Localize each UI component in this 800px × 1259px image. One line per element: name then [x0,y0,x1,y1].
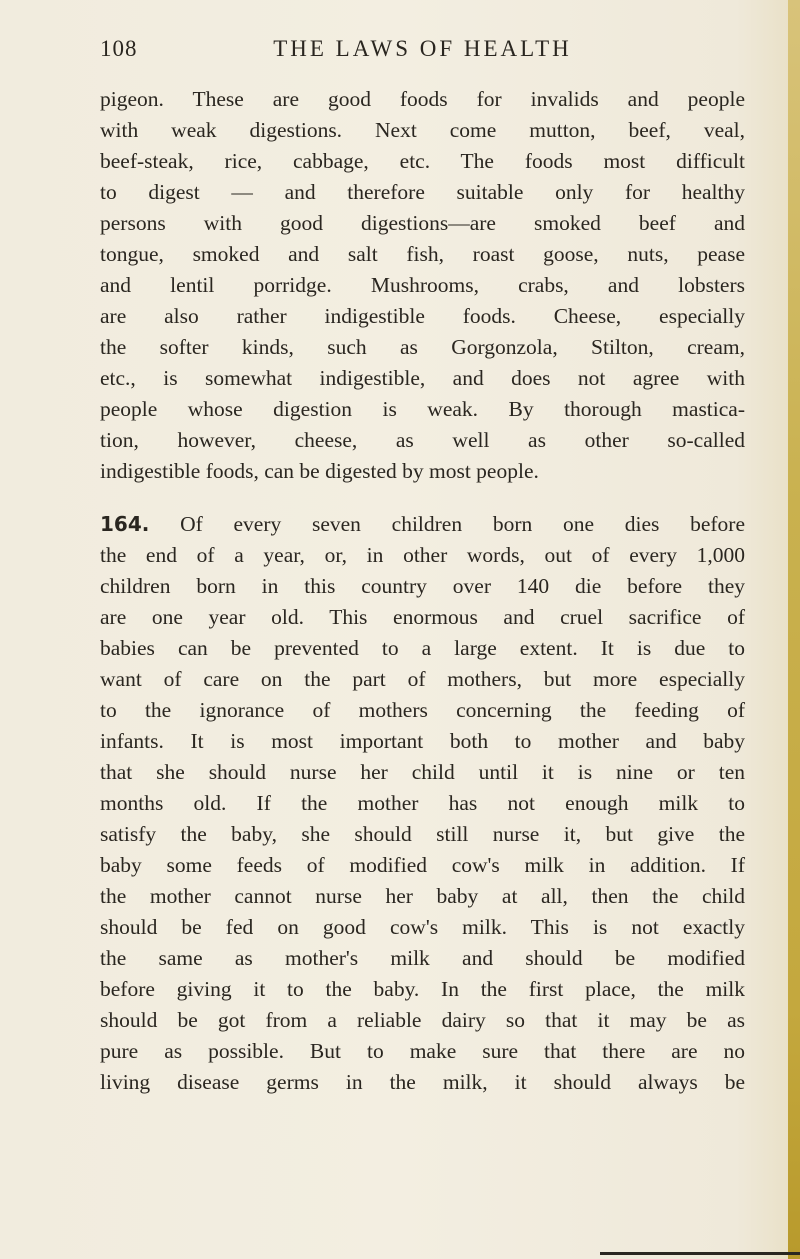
paragraph-1 [100,84,745,487]
page-header [100,36,745,66]
text-line: pigeon. These are good foods for invalids and people [100,87,745,111]
text-line: should be got from a reliable dairy so that it may be as [100,1008,745,1032]
text-line: living disease germs in the milk, it should always be [100,1070,745,1094]
text-line: to digest — and therefore suitable only for healthy [100,180,745,204]
page-edge-strip [788,0,800,1259]
text-line: satisfy the baby, she should still nurse it, but give the [100,822,745,846]
text-line: children born in this country over 140 die before they [100,574,745,598]
text-line-rest: Of every seven children born one dies before [149,512,745,536]
text-line: infants. It is most important both to mother and baby [100,729,745,753]
running-head: THE LAWS OF HEALTH [273,36,572,61]
paragraph-164 [100,509,745,1098]
text-line: should be fed on good cow's milk. This is not exactly [100,915,745,939]
text-line: etc., is somewhat indigestible, and does not agree with [100,366,745,390]
text-line: the end of a year, or, in other words, out of every 1,000 [100,543,745,567]
text-line: baby some feeds of modified cow's milk in addition. If [100,853,745,877]
text-line: pure as possible. But to make sure that there are no [100,1039,745,1063]
body-text [100,84,745,1098]
text-line: and lentil porridge. Mushrooms, crabs, and lobsters [100,273,745,297]
text-line: the same as mother's milk and should be modified [100,946,745,970]
text-line: indigestible foods, can be digested by most people. [100,459,539,483]
bottom-rule [600,1252,800,1255]
text-line: beef-steak, rice, cabbage, etc. The foods most difficult [100,149,745,173]
text-line [100,509,745,540]
text-line: that she should nurse her child until it is nine or ten [100,760,745,784]
text-line: to the ignorance of mothers concerning the feeding of [100,698,745,722]
text-line: persons with good digestions—are smoked beef and [100,211,745,235]
text-line: tion, however, cheese, as well as other so-called [100,428,745,452]
text-line: before giving it to the baby. In the first place, the milk [100,977,745,1001]
text-line: babies can be prevented to a large extent. It is due to [100,636,745,660]
paragraph-gap [100,487,745,509]
text-line: months old. If the mother has not enough milk to [100,791,745,815]
text-line: want of care on the part of mothers, but more especially [100,667,745,691]
text-line: the mother cannot nurse her baby at all, then the child [100,884,745,908]
page-number: 108 [100,36,138,61]
text-line: people whose digestion is weak. By thorough mastica- [100,397,745,421]
paragraph-number: 164. [100,512,150,536]
text-line: with weak digestions. Next come mutton, beef, veal, [100,118,745,142]
text-line: are one year old. This enormous and cruel sacrifice of [100,605,745,629]
text-line: tongue, smoked and salt fish, roast goose, nuts, pease [100,242,745,266]
text-line: the softer kinds, such as Gorgonzola, Stilton, cream, [100,335,745,359]
text-line: are also rather indigestible foods. Cheese, especially [100,304,745,328]
